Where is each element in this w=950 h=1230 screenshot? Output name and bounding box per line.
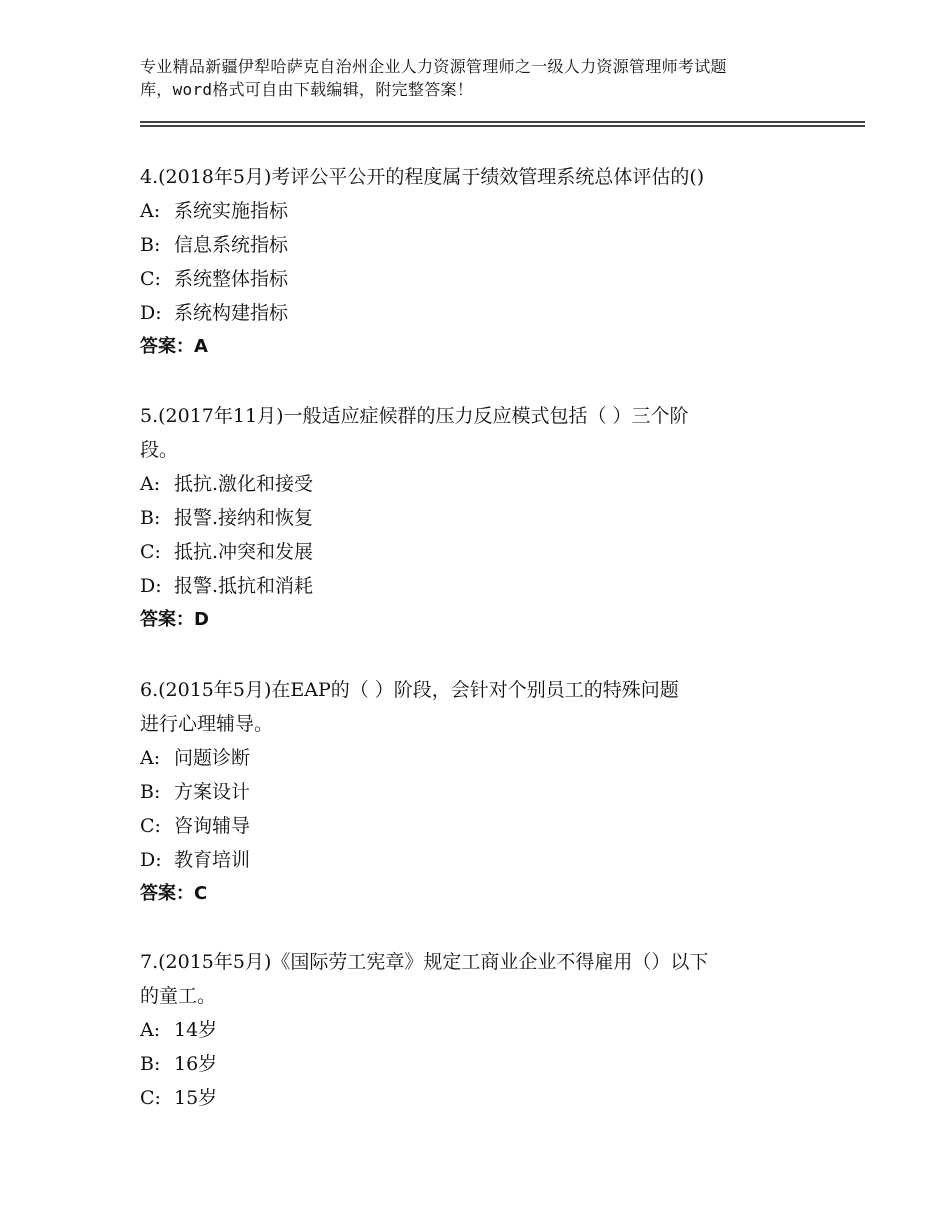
option-text: 系统构建指标: [174, 302, 289, 324]
header-line-1: 专业精品新疆伊犁哈萨克自治州企业人力资源管理师之一级人力资源管理师考试题: [140, 57, 727, 76]
option-text: 报警.接纳和恢复: [174, 507, 314, 529]
option-letter: C:: [140, 268, 161, 290]
option-a: [140, 194, 830, 228]
option-text: 16岁: [174, 1053, 218, 1075]
answer-label: 答案：C: [140, 883, 208, 904]
option-c: [140, 262, 830, 296]
header-divider-bottom: [140, 125, 865, 127]
header-line-2: 库，word格式可自由下载编辑，附完整答案！: [140, 80, 474, 99]
option-letter: B:: [140, 507, 161, 529]
question-stem: 4.(2018年5月)考评公平公开的程度属于绩效管理系统总体评估的(): [140, 166, 705, 188]
option-letter: B:: [140, 781, 161, 803]
option-a: [140, 741, 830, 775]
option-c: [140, 1081, 830, 1115]
question-stem: 6.(2015年5月)在EAP的（ ）阶段，会针对个别员工的特殊问题: [140, 679, 679, 701]
question-6: [140, 673, 830, 911]
header-divider-top: [140, 121, 865, 123]
question-7: [140, 945, 830, 1115]
answer-label: 答案：D: [140, 609, 209, 630]
document-header: [140, 55, 830, 101]
option-letter: D:: [140, 302, 162, 324]
option-b: [140, 1047, 830, 1081]
option-d: [140, 843, 830, 877]
option-letter: B:: [140, 234, 161, 256]
option-text: 抵抗.冲突和发展: [174, 541, 314, 563]
option-text: 教育培训: [174, 849, 251, 871]
option-letter: A:: [140, 747, 161, 769]
option-c: [140, 809, 830, 843]
question-4: [140, 160, 830, 364]
option-letter: C:: [140, 1087, 161, 1109]
option-letter: D:: [140, 849, 162, 871]
option-text: 抵抗.激化和接受: [174, 473, 314, 495]
option-c: [140, 535, 830, 569]
option-b: [140, 501, 830, 535]
option-text: 系统实施指标: [174, 200, 289, 222]
option-text: 问题诊断: [174, 747, 251, 769]
option-letter: B:: [140, 1053, 161, 1075]
option-letter: C:: [140, 541, 161, 563]
option-d: [140, 296, 830, 330]
option-text: 14岁: [174, 1019, 218, 1041]
option-letter: A:: [140, 1019, 161, 1041]
option-b: [140, 775, 830, 809]
option-letter: D:: [140, 575, 162, 597]
option-d: [140, 569, 830, 603]
question-stem: 7.(2015年5月)《国际劳工宪章》规定工商业企业不得雇用（）以下: [140, 951, 709, 973]
option-text: 15岁: [174, 1087, 218, 1109]
option-letter: C:: [140, 815, 161, 837]
option-text: 系统整体指标: [174, 268, 289, 290]
question-stem-continued: 进行心理辅导。: [140, 713, 274, 735]
question-stem-continued: 的童工。: [140, 985, 217, 1007]
option-text: 方案设计: [174, 781, 251, 803]
option-text: 报警.抵抗和消耗: [174, 575, 314, 597]
option-a: [140, 467, 830, 501]
option-b: [140, 228, 830, 262]
question-stem: 5.(2017年11月)一般适应症候群的压力反应模式包括（ ）三个阶: [140, 405, 689, 427]
option-letter: A:: [140, 473, 161, 495]
option-text: 信息系统指标: [174, 234, 289, 256]
option-text: 咨询辅导: [174, 815, 251, 837]
question-stem-continued: 段。: [140, 439, 179, 461]
answer-label: 答案：A: [140, 336, 208, 357]
question-5: [140, 399, 830, 637]
option-a: [140, 1013, 830, 1047]
option-letter: A:: [140, 200, 161, 222]
